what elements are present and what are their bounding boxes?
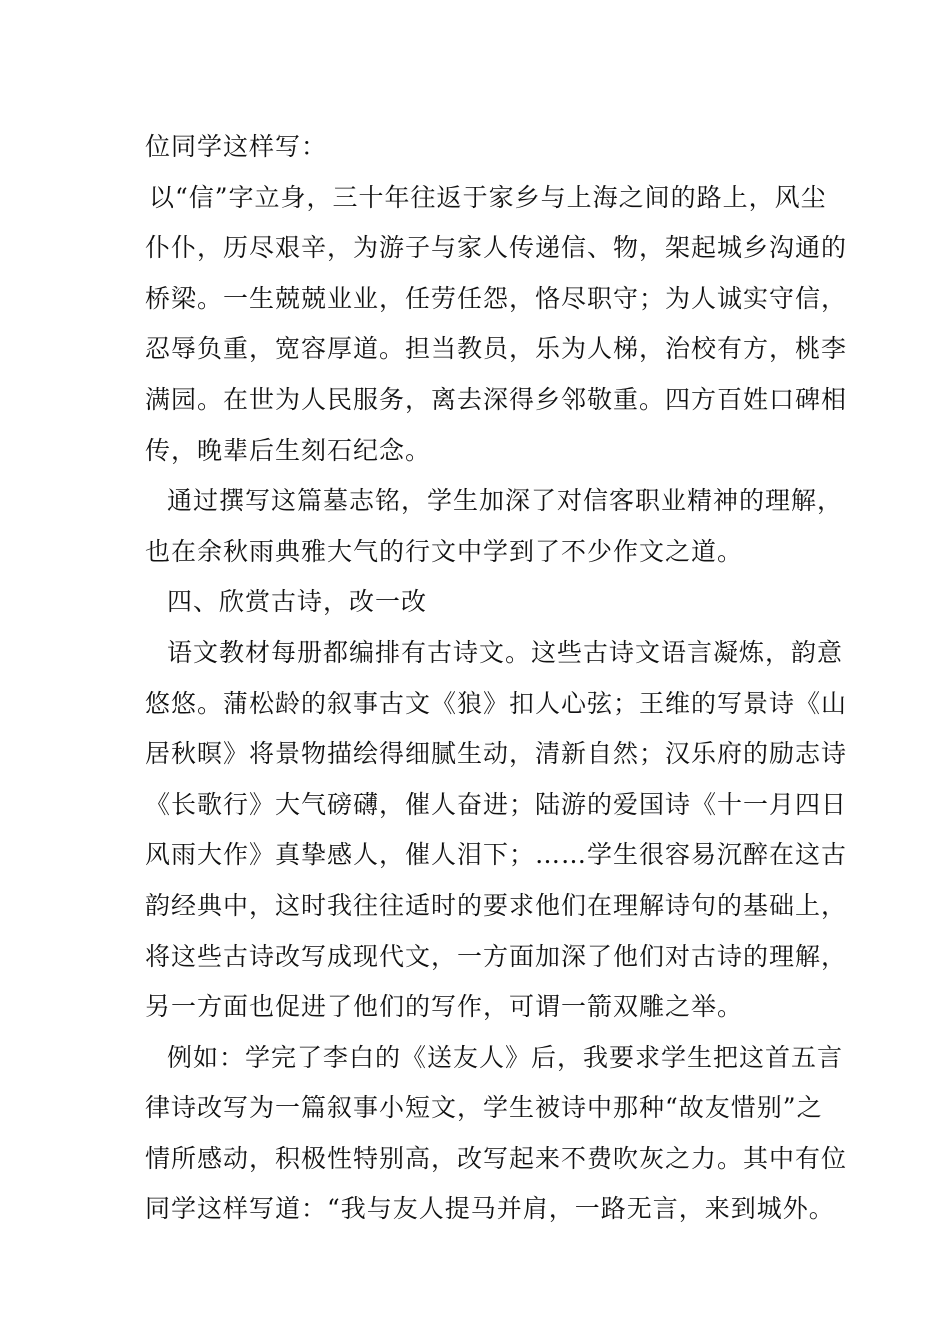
text-line: 另一方面也促进了他们的写作，可谓一箭双雕之举。 (145, 992, 744, 1022)
text-line: 风雨大作》真挚感人，催人泪下；……学生很容易沉醉在这古 (145, 840, 848, 870)
text-line: 律诗改写为一篇叙事小短文，学生被诗中那种“故友惜别”之 (145, 1093, 823, 1123)
text-line: 将这些古诗改写成现代文，一方面加深了他们对古诗的理解， (145, 941, 848, 971)
text-line: 情所感动，积极性特别高，改写起来不费吹灰之力。其中有位 (145, 1143, 848, 1173)
text-line: 通过撰写这篇墓志铭，学生加深了对信客职业精神的理解， (167, 486, 844, 516)
text-line: 例如：学完了李白的《送友人》后，我要求学生把这首五言 (167, 1042, 844, 1072)
text-line: 居秋暝》将景物描绘得细腻生动，清新自然；汉乐府的励志诗 (145, 739, 848, 769)
section-heading: 四、欣赏古诗，改一改 (167, 587, 428, 617)
text-line: 位同学这样写： (145, 132, 328, 161)
text-line: 语文教材每册都编排有古诗文。这些古诗文语言凝炼，韵意 (167, 637, 844, 667)
text-line: 桥梁。一生兢兢业业，任劳任怨，恪尽职守；为人诚实守信， (145, 283, 848, 313)
text-line: 也在余秋雨典雅大气的行文中学到了不少作文之道。 (145, 536, 744, 566)
text-line: 忍辱负重，宽容厚道。担当教员，乐为人梯，治校有方，桃李 (145, 334, 848, 364)
text-line: 传，晚辈后生刻石纪念。 (145, 435, 432, 465)
text-line: 韵经典中，这时我往往适时的要求他们在理解诗句的基础上， (145, 890, 848, 920)
text-line: 悠悠。蒲松龄的叙事古文《狼》扣人心弦；王维的写景诗《山 (145, 688, 848, 718)
body-text (145, 128, 848, 1241)
text-line: 满园。在世为人民服务，离去深得乡邻敬重。四方百姓口碑相 (145, 384, 848, 414)
text-line: 以“信”字立身，三十年往返于家乡与上海之间的路上，风尘 (149, 182, 827, 212)
text-line: 仆仆，历尽艰辛，为游子与家人传递信、物，架起城乡沟通的 (145, 233, 848, 263)
text-line: 《长歌行》大气磅礴，催人奋进；陆游的爱国诗《十一月四日 (145, 789, 848, 819)
text-line: 同学这样写道：“我与友人提马并肩，一路无言，来到城外。 (145, 1194, 835, 1224)
